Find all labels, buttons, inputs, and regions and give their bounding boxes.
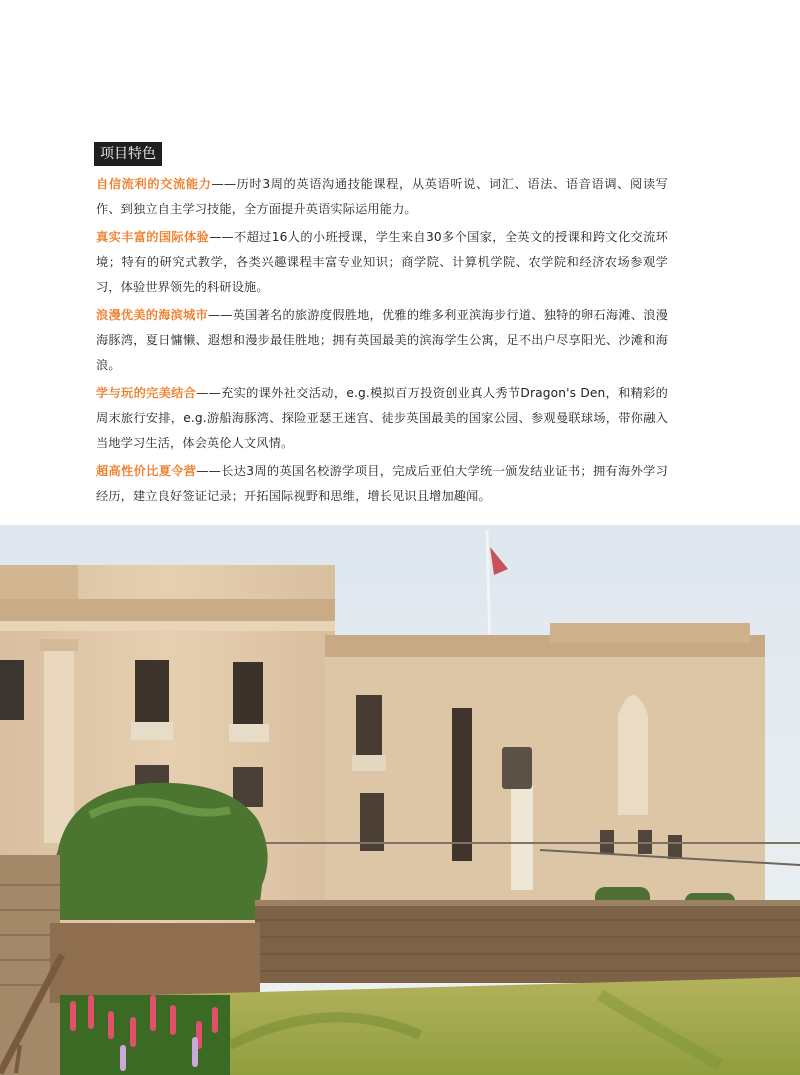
feature-highlight: 真实丰富的国际体验 — [96, 230, 210, 244]
feature-highlight: 浪漫优美的海滨城市 — [96, 308, 208, 322]
feature-text: ——充实的课外社交活动，e.g.模拟百万投资创业真人秀节Dragon's Den，和精彩的周末旅行安排，e.g.游船海豚湾、探险亚瑟王迷宫、徒步英国最美的国家公园、参观曼联球场，带你融入当地学习生活，体会英伦人文风情。 — [96, 386, 668, 450]
feature-value-camp — [96, 459, 668, 509]
feature-list — [96, 172, 668, 512]
feature-text: ——不超过16人的小班授课，学生来自30多个国家，全英文的授课和跨文化交流环境；特有的研究式教学，各类兴趣课程丰富专业知识；商学院、计算机学院、农学院和经济农场参观学习，体验世界领先的科研设施。 — [96, 230, 668, 294]
feature-highlight: 学与玩的完美结合 — [96, 386, 197, 400]
section-title: 项目特色 — [94, 142, 162, 166]
feature-text: ——英国著名的旅游度假胜地，优雅的维多利亚滨海步行道、独特的卵石海滩、浪漫海豚湾，夏日慵懒、遐想和漫步最佳胜地；拥有英国最美的滨海学生公寓，足不出户尽享阳光、沙滩和海浪。 — [96, 308, 668, 372]
feature-seaside-city — [96, 303, 668, 378]
feature-highlight: 超高性价比夏令营 — [96, 464, 197, 478]
feature-study-and-play — [96, 381, 668, 456]
feature-highlight: 自信流利的交流能力 — [96, 177, 212, 191]
feature-communication — [96, 172, 668, 222]
feature-text: ——历时3周的英语沟通技能课程，从英语听说、词汇、语法、语音语调、阅读写作、到独立自主学习技能，全方面提升英语实际运用能力。 — [96, 177, 668, 216]
feature-international — [96, 225, 668, 300]
feature-text: ——长达3周的英国名校游学项目，完成后亚伯大学统一颁发结业证书；拥有海外学习经历，建立良好签证记录；开拓国际视野和思维，增长见识且增加趣闻。 — [96, 464, 668, 503]
campus-building-photo — [0, 525, 800, 1075]
